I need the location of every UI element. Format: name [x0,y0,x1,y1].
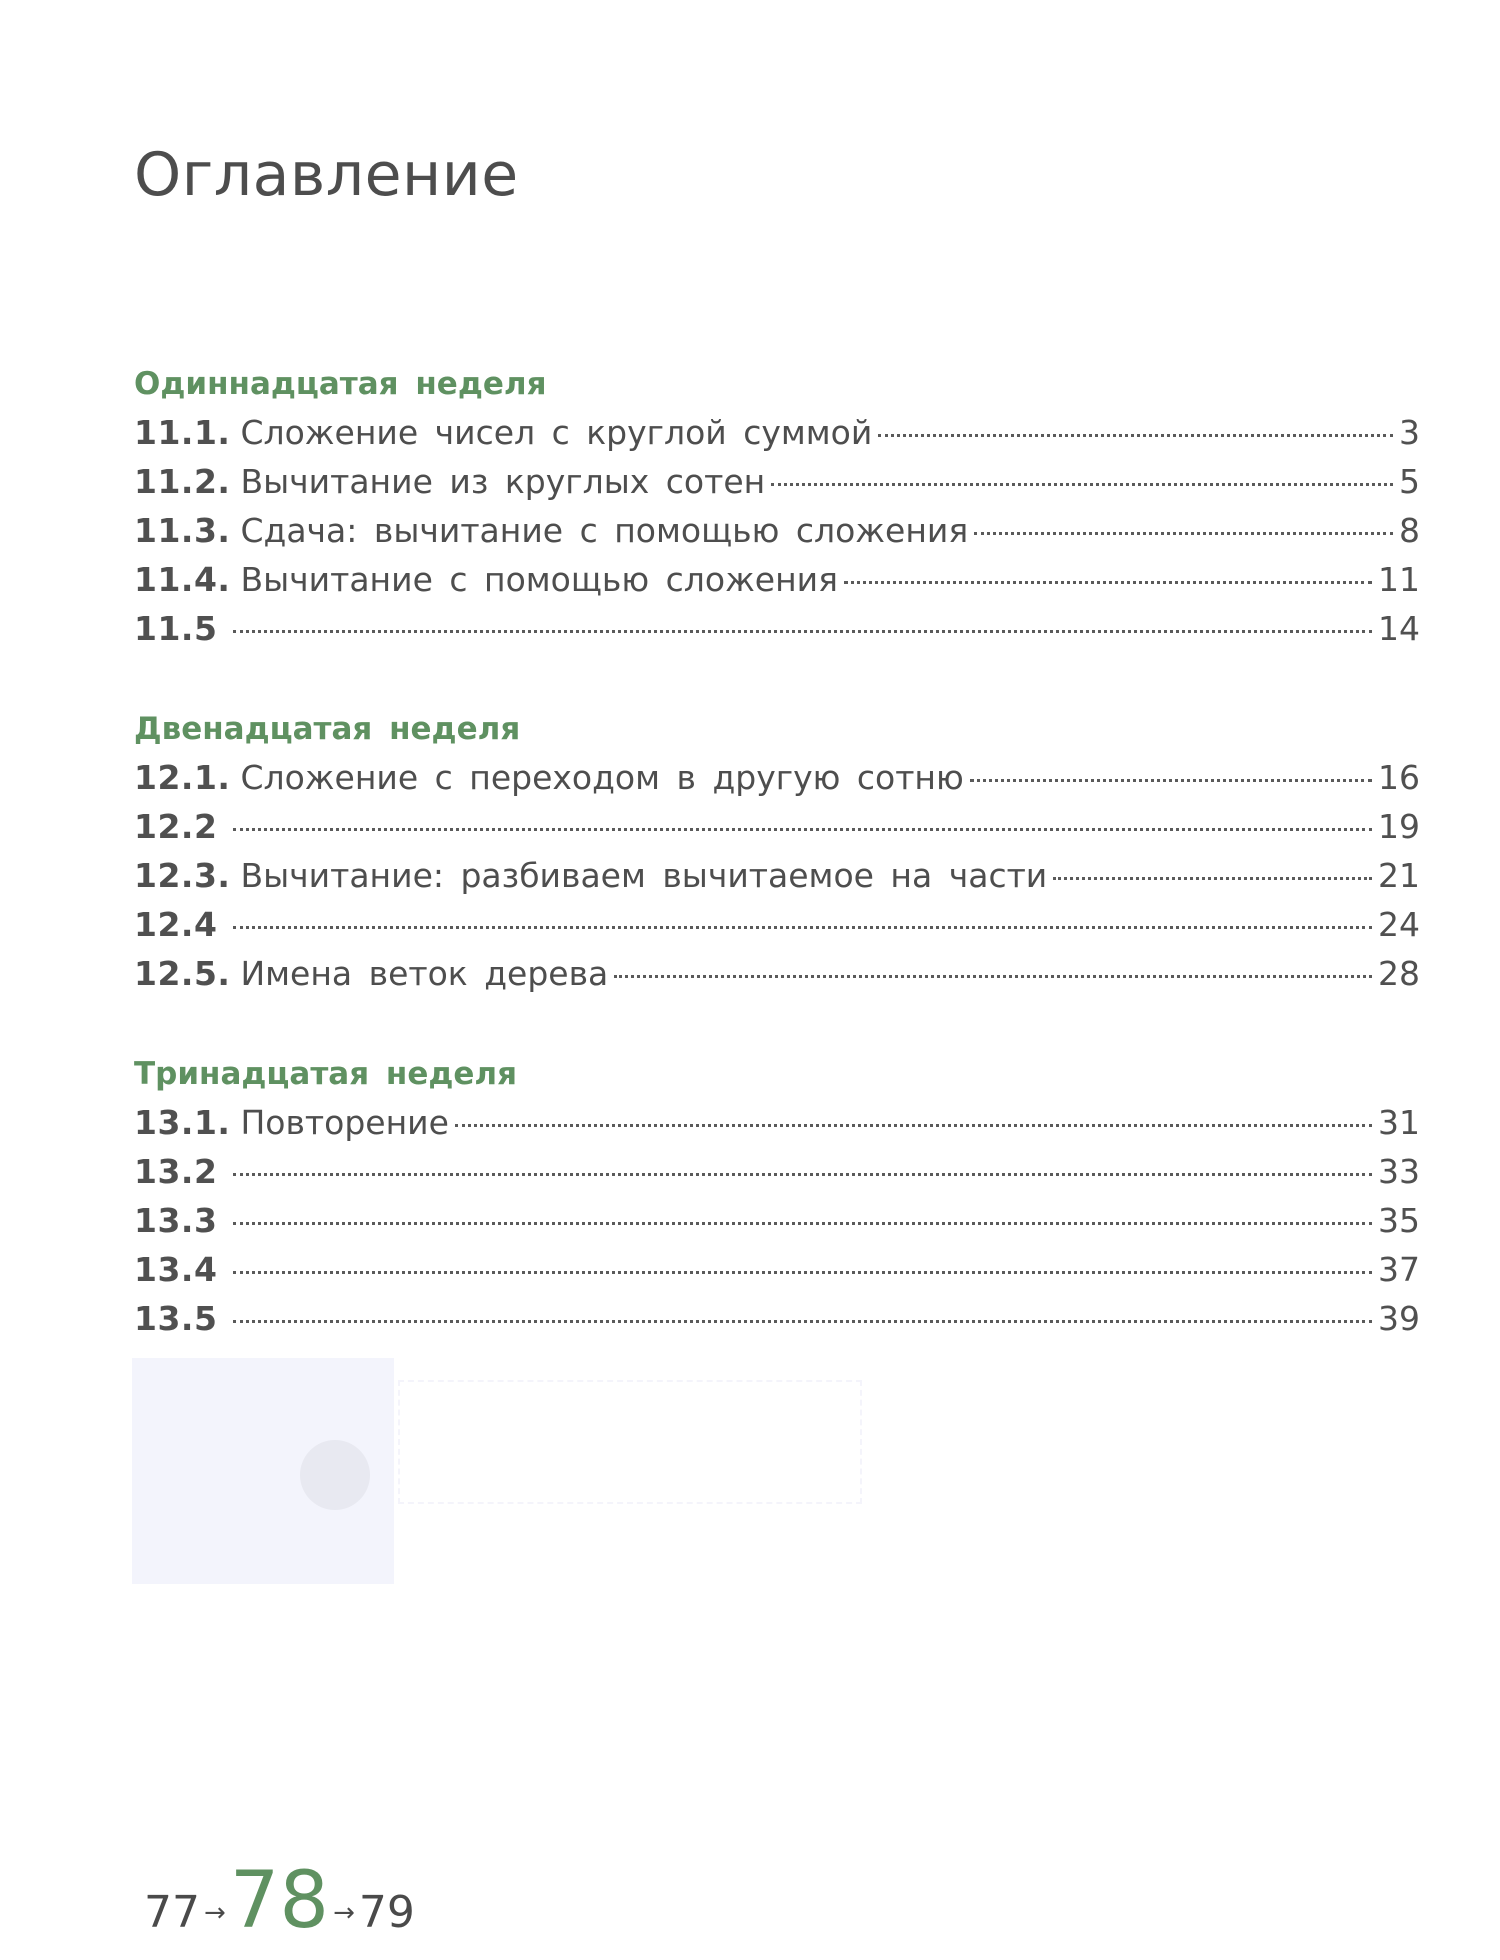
entry-number: 11.2. [134,462,231,501]
toc-entry-11-3[interactable] [134,506,1420,555]
entry-page: 31 [1378,1103,1420,1142]
entry-number: 12.2 [134,807,218,846]
entry-title: Вычитание: разбиваем вычитаемое на части [240,856,1048,895]
entry-page: 37 [1378,1250,1420,1289]
dot-leader [844,581,1372,584]
dot-leader [614,975,1372,978]
next-page-number[interactable]: 79 [358,1887,415,1938]
entry-page: 3 [1399,413,1420,452]
entry-page: 8 [1399,511,1420,550]
entry-number: 11.3. [134,511,231,550]
toc-entry-13-1[interactable] [134,1098,1420,1147]
entry-page: 24 [1378,905,1420,944]
dot-leader [233,630,1372,633]
entry-number: 12.1. [134,758,231,797]
entry-number: 13.3 [134,1201,218,1240]
entry-page: 16 [1378,758,1420,797]
toc-entry-11-1[interactable] [134,408,1420,457]
dot-leader [233,1173,1372,1176]
entry-title: Сложение с переходом в другую сотню [240,758,964,797]
entry-title: Вычитание с помощью сложения [240,560,838,599]
toc-entry-12-1[interactable] [134,753,1420,802]
entry-number: 13.2 [134,1152,218,1191]
show-through-grid [398,1380,862,1504]
previous-page-number[interactable]: 77 [144,1887,200,1938]
entry-number: 11.1. [134,413,231,452]
week-section-11 [134,360,1420,653]
dot-leader [233,1271,1372,1274]
week-section-12 [134,705,1420,998]
week-heading: Двенадцатая неделя [134,711,521,747]
page-navigator [144,1856,415,1946]
current-page-number: 78 [229,1856,330,1946]
dot-leader [233,1320,1372,1323]
week-section-13 [134,1050,1420,1343]
toc-entry-11-2[interactable] [134,457,1420,506]
toc-entry-12-3[interactable] [134,851,1420,900]
toc-title: Оглавление [134,140,519,210]
entry-title: Вычитание из круглых сотен [240,462,766,501]
toc-entry-13-3[interactable] [134,1196,1420,1245]
entry-page: 14 [1378,609,1420,648]
entry-number: 11.4. [134,560,231,599]
dot-leader [233,926,1372,929]
entry-title: Повторение [240,1103,449,1142]
entry-page: 21 [1378,856,1420,895]
dot-leader [233,828,1372,831]
arrow-right-icon: → [333,1898,355,1928]
entry-page: 5 [1399,462,1420,501]
entry-title: Сложение чисел с круглой суммой [240,413,873,452]
entry-page: 39 [1378,1299,1420,1338]
entry-number: 12.3. [134,856,231,895]
entry-title: Сдача: вычитание с помощью сложения [240,511,969,550]
dot-leader [970,779,1372,782]
entry-page: 33 [1378,1152,1420,1191]
toc-entry-11-5[interactable] [134,604,1420,653]
entry-number: 13.4 [134,1250,218,1289]
entry-number: 12.5. [134,954,231,993]
dot-leader [455,1124,1372,1127]
entry-page: 28 [1378,954,1420,993]
week-heading: Одиннадцатая неделя [134,366,547,402]
toc-entry-13-4[interactable] [134,1245,1420,1294]
arrow-right-icon: → [204,1898,226,1928]
week-heading: Тринадцатая неделя [134,1056,518,1092]
entry-number: 13.5 [134,1299,218,1338]
dot-leader [974,532,1393,535]
entry-title: Имена веток дерева [240,954,609,993]
dot-leader [878,434,1393,437]
dot-leader [771,483,1393,486]
entry-page: 11 [1378,560,1420,599]
entry-number: 12.4 [134,905,218,944]
entry-number: 11.5 [134,609,218,648]
toc-entry-13-5[interactable] [134,1294,1420,1343]
dot-leader [1053,877,1372,880]
toc-entry-12-5[interactable] [134,949,1420,998]
dot-leader [233,1222,1372,1225]
entry-page: 35 [1378,1201,1420,1240]
toc-entry-11-4[interactable] [134,555,1420,604]
entry-number: 13.1. [134,1103,231,1142]
entry-page: 19 [1378,807,1420,846]
toc-entry-12-4[interactable] [134,900,1420,949]
toc-entry-12-2[interactable] [134,802,1420,851]
toc-entry-13-2[interactable] [134,1147,1420,1196]
show-through-circle [300,1440,370,1510]
